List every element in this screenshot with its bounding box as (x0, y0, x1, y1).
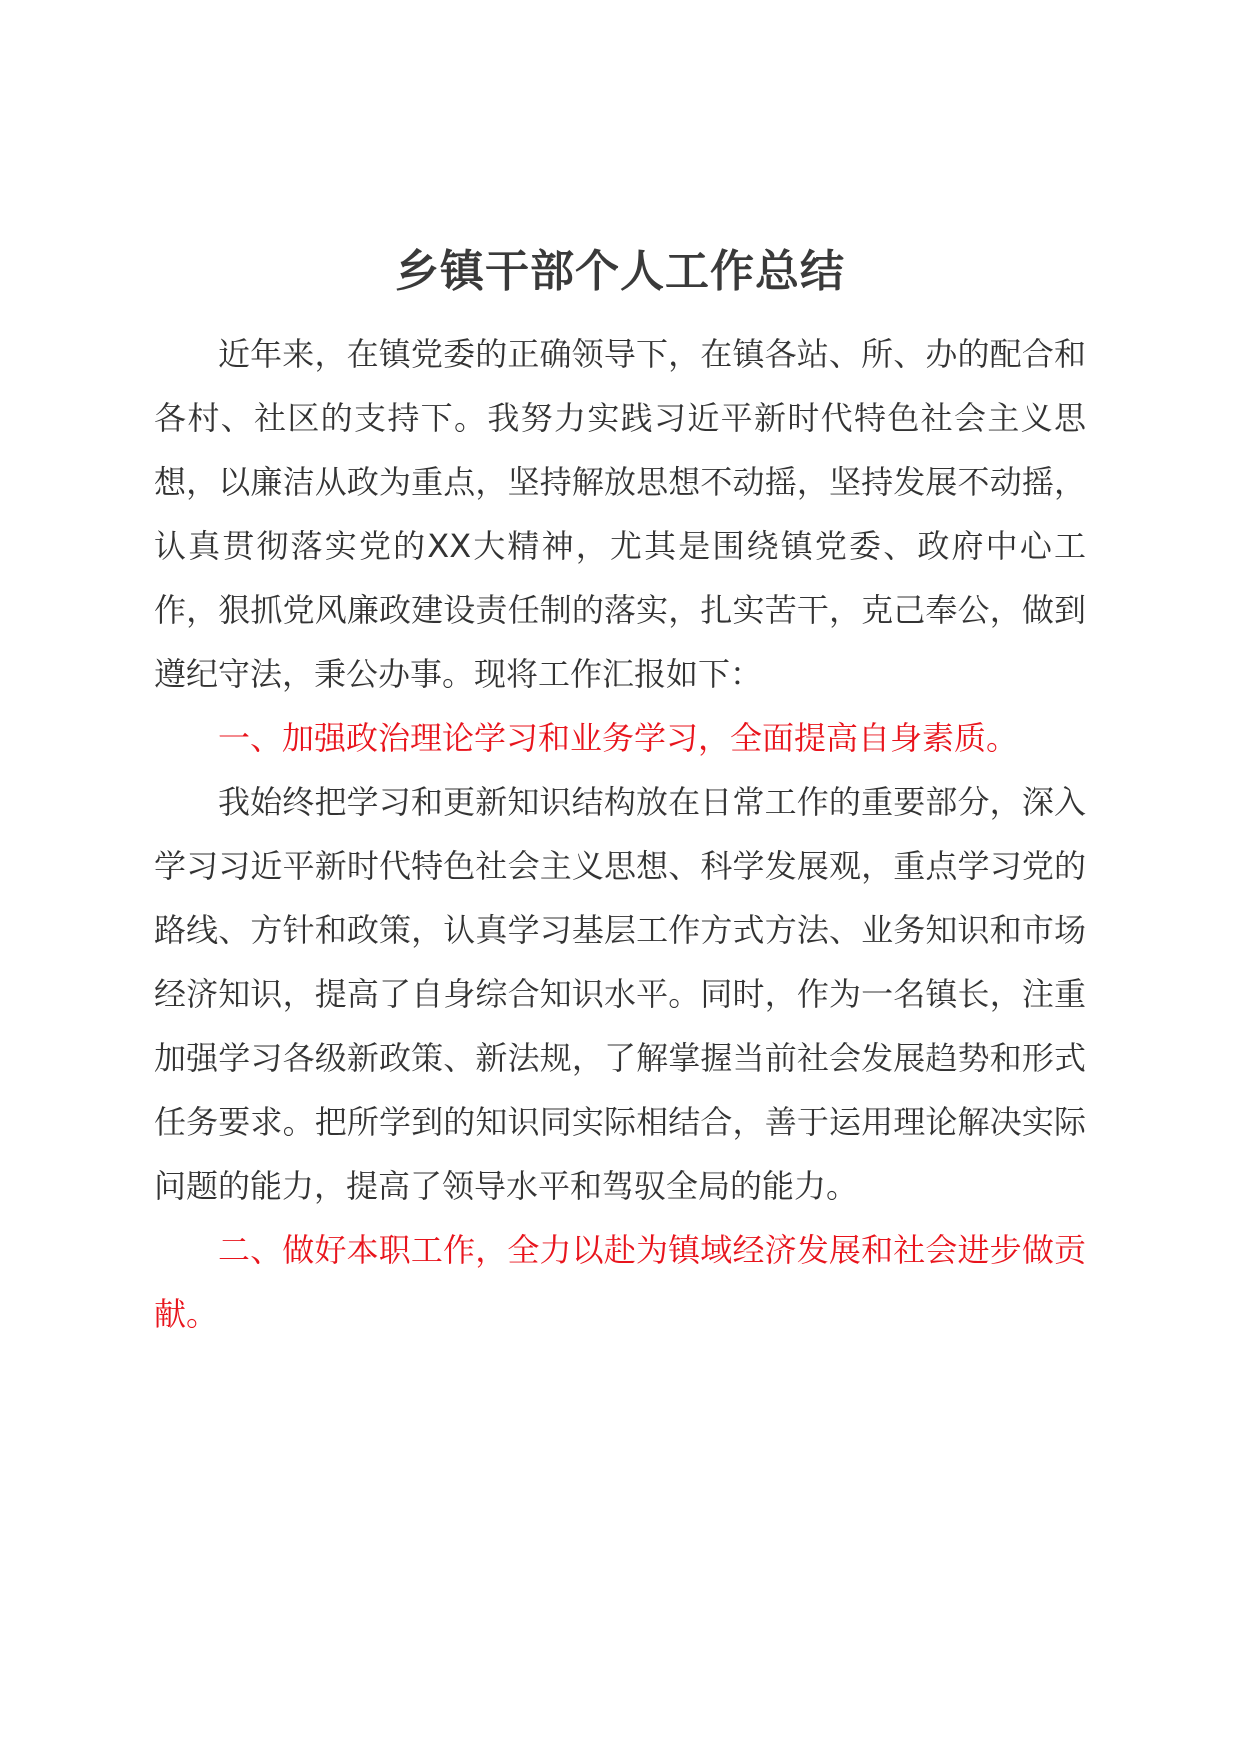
document-body (154, 240, 1086, 1346)
intro-paragraph: 近年来，在镇党委的正确领导下，在镇各站、所、办的配合和各村、社区的支持下。我努力实践习近平新时代特色社会主义思想，以廉洁从政为重点，坚持解放思想不动摇，坚持发展不动摇，认真贯彻落实党的XX大精神，尤其是围绕镇党委、政府中心工作，狠抓党风廉政建设责任制的落实，扎实苦干，克己奉公，做到遵纪守法，秉公办事。现将工作汇报如下： (154, 335, 1086, 693)
section-heading-2: 二、做好本职工作，全力以赴为镇域经济发展和社会进步做贡献。 (154, 1231, 1086, 1333)
section-heading-1: 一、加强政治理论学习和业务学习，全面提高自身素质。 (218, 719, 1019, 757)
section-1-paragraph: 我始终把学习和更新知识结构放在日常工作的重要部分，深入学习习近平新时代特色社会主义思想、科学发展观，重点学习党的路线、方针和政策，认真学习基层工作方式方法、业务知识和市场经济知识，提高了自身综合知识水平。同时，作为一名镇长，注重加强学习各级新政策、新法规，了解掌握当前社会发展趋势和形式任务要求。把所学到的知识同实际相结合，善于运用理论解决实际问题的能力，提高了领导水平和驾驭全局的能力。 (154, 783, 1086, 1205)
document-title: 乡镇干部个人工作总结 (395, 246, 845, 297)
